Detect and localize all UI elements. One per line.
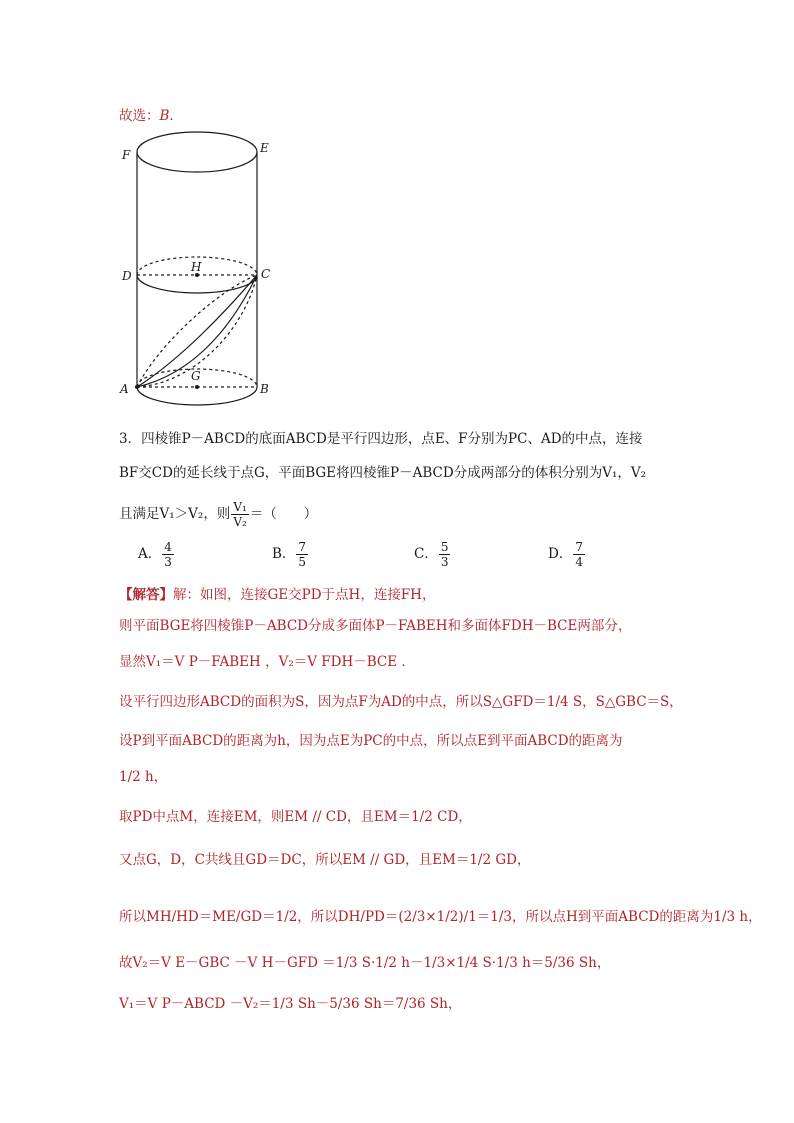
- solution-line-7: 取PD中点M，连接EM，则EM // CD，且EM＝1/2 CD，: [119, 809, 472, 825]
- solution-line-3: 显然V₁＝V P－FABEH ，V₂＝V FDH－BCE ．: [119, 654, 415, 670]
- solution-line-4: 设平行四边形ABCD的面积为S，因为点F为AD的中点，所以S△GFD＝1/4 S，S△GBC＝S，: [119, 694, 683, 710]
- label-E: E: [260, 141, 269, 155]
- label-C: C: [261, 267, 271, 281]
- question-line-3: 且满足V₁＞V₂，则 $\frac{\text{V₁}}{\text{V₂}}$ ＝（ ）: [119, 500, 318, 529]
- cylinder-figure: [118, 125, 288, 410]
- option-b[interactable]: B． $\frac{7}{5}$: [272, 540, 307, 569]
- label-B: B: [260, 382, 269, 396]
- previous-answer: 故选：B．: [119, 108, 183, 124]
- label-G: G: [191, 369, 201, 383]
- label-A: A: [120, 382, 129, 396]
- label-D: D: [122, 269, 132, 283]
- solution-line-11: V₁＝V P－ABCD －V₂＝1/3 Sh－5/36 Sh＝7/36 Sh，: [119, 996, 462, 1012]
- label-F: F: [122, 148, 131, 162]
- solution-line-1: 【解答】解：如图，连接GE交PD于点H，连接FH，: [119, 587, 436, 603]
- label-H: H: [191, 260, 202, 274]
- solution-line-10: 故V₂＝V E－GBC －V H－GFD ＝1/3 S·1/2 h－1/3×1/4 S·1/3 h＝5/36 Sh，: [119, 955, 611, 971]
- solution-line-8: 又点G，D，C共线且GD＝DC，所以EM // GD，且EM＝1/2 GD，: [119, 852, 531, 868]
- solution-line-5: 设P到平面ABCD的距离为h，因为点E为PC的中点，所以点E到平面ABCD的距离为: [119, 733, 623, 749]
- solution-line-9: 所以MH/HD＝ME/GD＝1/2，所以DH/PD＝(2/3×1/2)/1＝1/3，所以点H到平面ABCD的距离为1/3 h，: [119, 909, 762, 925]
- option-a[interactable]: A． $\frac{4}{3}$: [138, 540, 172, 569]
- question-line-1: 3．四棱锥P－ABCD的底面ABCD是平行四边形，点E、F分别为PC、AD的中点，连接: [119, 431, 643, 447]
- option-c[interactable]: C． $\frac{5}{3}$: [414, 540, 449, 569]
- solution-line-6: 1/2 h，: [119, 769, 168, 785]
- option-d[interactable]: D． $\frac{7}{4}$: [548, 540, 583, 569]
- question-line-2: BF交CD的延长线于点G，平面BGE将四棱锥P－ABCD分成两部分的体积分别为V₁，V₂: [119, 465, 647, 481]
- solution-line-2: 则平面BGE将四棱锥P－ABCD分成多面体P－FABEH和多面体FDH－BCE两部分，: [119, 618, 632, 634]
